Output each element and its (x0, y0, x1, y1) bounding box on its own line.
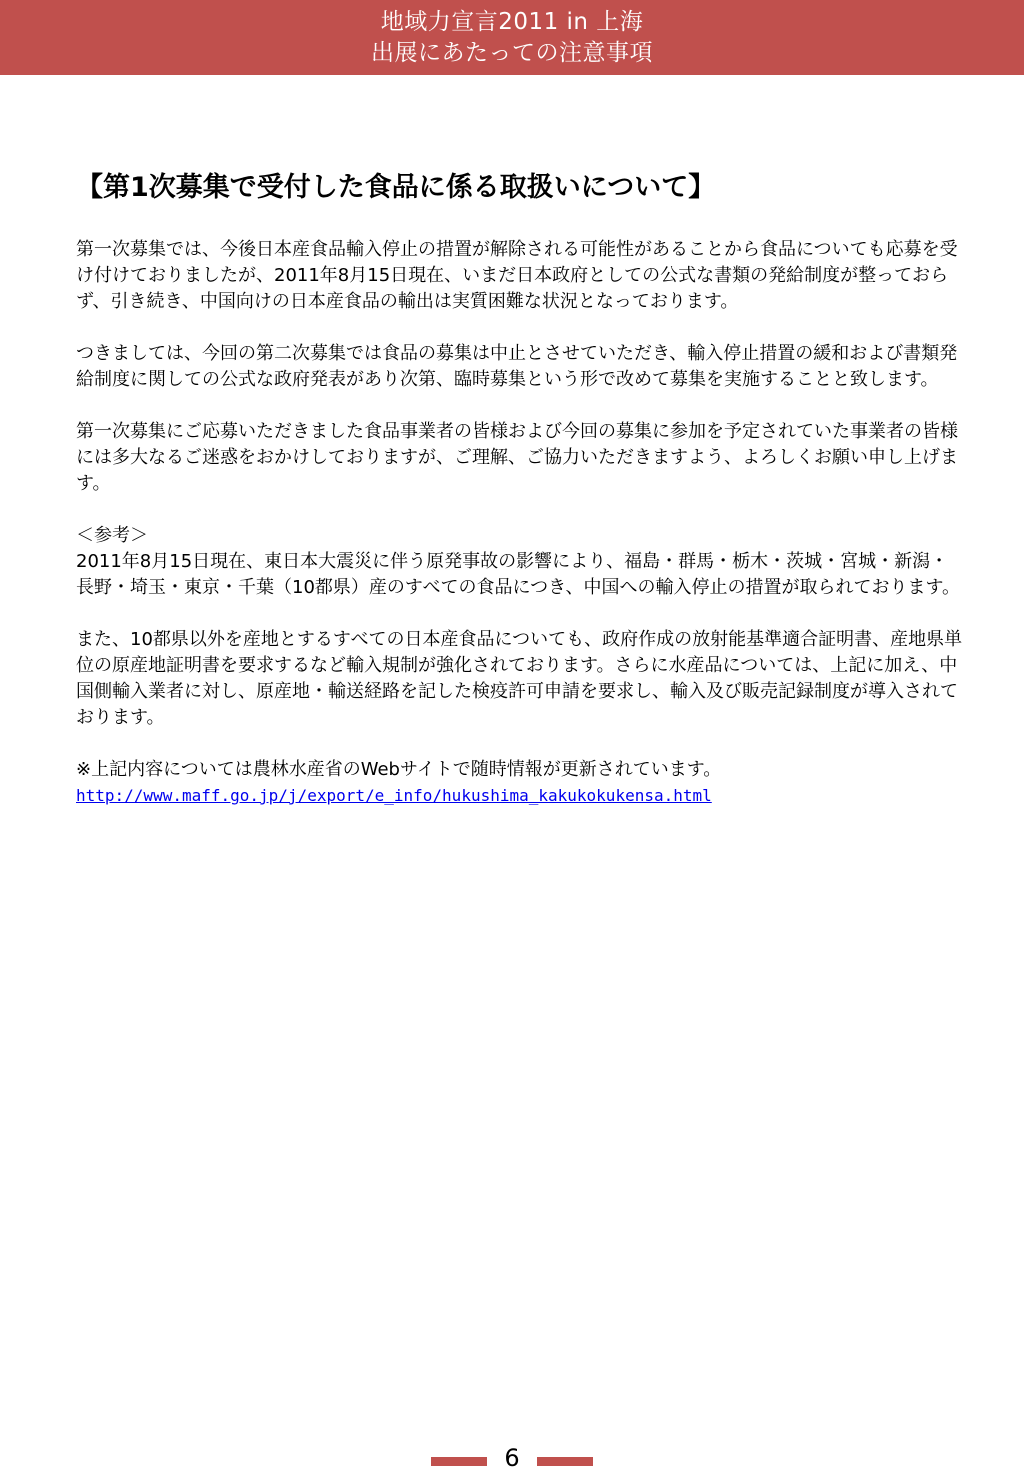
section-title: 【第1次募集で受付した食品に係る取扱いについて】 (76, 172, 716, 203)
maff-link[interactable]: http://www.maff.go.jp/j/export/e_info/hukushima_kakukokukensa.html (76, 786, 712, 805)
paragraph-second-recruitment: つきましては、今回の第二次募集では食品の募集は中止とさせていただき、輸入停止措置の緩和および書類発給制度に関しての公式な政府発表があり次第、臨時募集という形で改めて募集を実施することと致します。 (76, 343, 958, 390)
footer-bar-left (431, 1457, 487, 1466)
page-number: 6 (504, 1444, 520, 1472)
header-subtitle: 出展にあたっての注意事項 (371, 40, 653, 66)
page-footer (0, 1440, 1024, 1474)
note-text: ※上記内容については農林水産省のWebサイトで随時情報が更新されています。 (76, 759, 722, 780)
footer-bar-right (537, 1457, 593, 1466)
body-content (76, 237, 966, 809)
page-header-banner (0, 0, 1024, 75)
paragraph-import-regulations: また、10都県以外を産地とするすべての日本産食品についても、政府作成の放射能基準適合証明書、産地県単位の原産地証明書を要求するなど輸入規制が強化されております。さらに水産品については、上記に加え、中国側輸入業者に対し、原産地・輸送経路を記した検疫許可申請を要求し、輸入及び販売記録制度が導入されております。 (76, 629, 963, 728)
reference-heading: ＜参考＞ (76, 525, 148, 546)
paragraph-apology: 第一次募集にご応募いただきました食品事業者の皆様および今回の募集に参加を予定されていた事業者の皆様には多大なるご迷惑をおかけしておりますが、ご理解、ご協力いただきますよう、よろしくお願い申し上げます。 (76, 421, 958, 494)
paragraph-import-ban: 2011年8月15日現在、東日本大震災に伴う原発事故の影響により、福島・群馬・栃木・茨城・宮城・新潟・長野・埼玉・東京・千葉（10都県）産のすべての食品につき、中国への輸入停止の措置が取られております。 (76, 551, 961, 598)
paragraph-first-recruitment: 第一次募集では、今後日本産食品輸入停止の措置が解除される可能性があることから食品についても応募を受け付けておりましたが、2011年8月15日現在、いまだ日本政府としての公式な書類の発給制度が整っておらず、引き続き、中国向けの日本産食品の輸出は実質困難な状況となっております。 (76, 239, 958, 312)
header-title: 地域力宣言2011 in 上海 (380, 9, 644, 35)
